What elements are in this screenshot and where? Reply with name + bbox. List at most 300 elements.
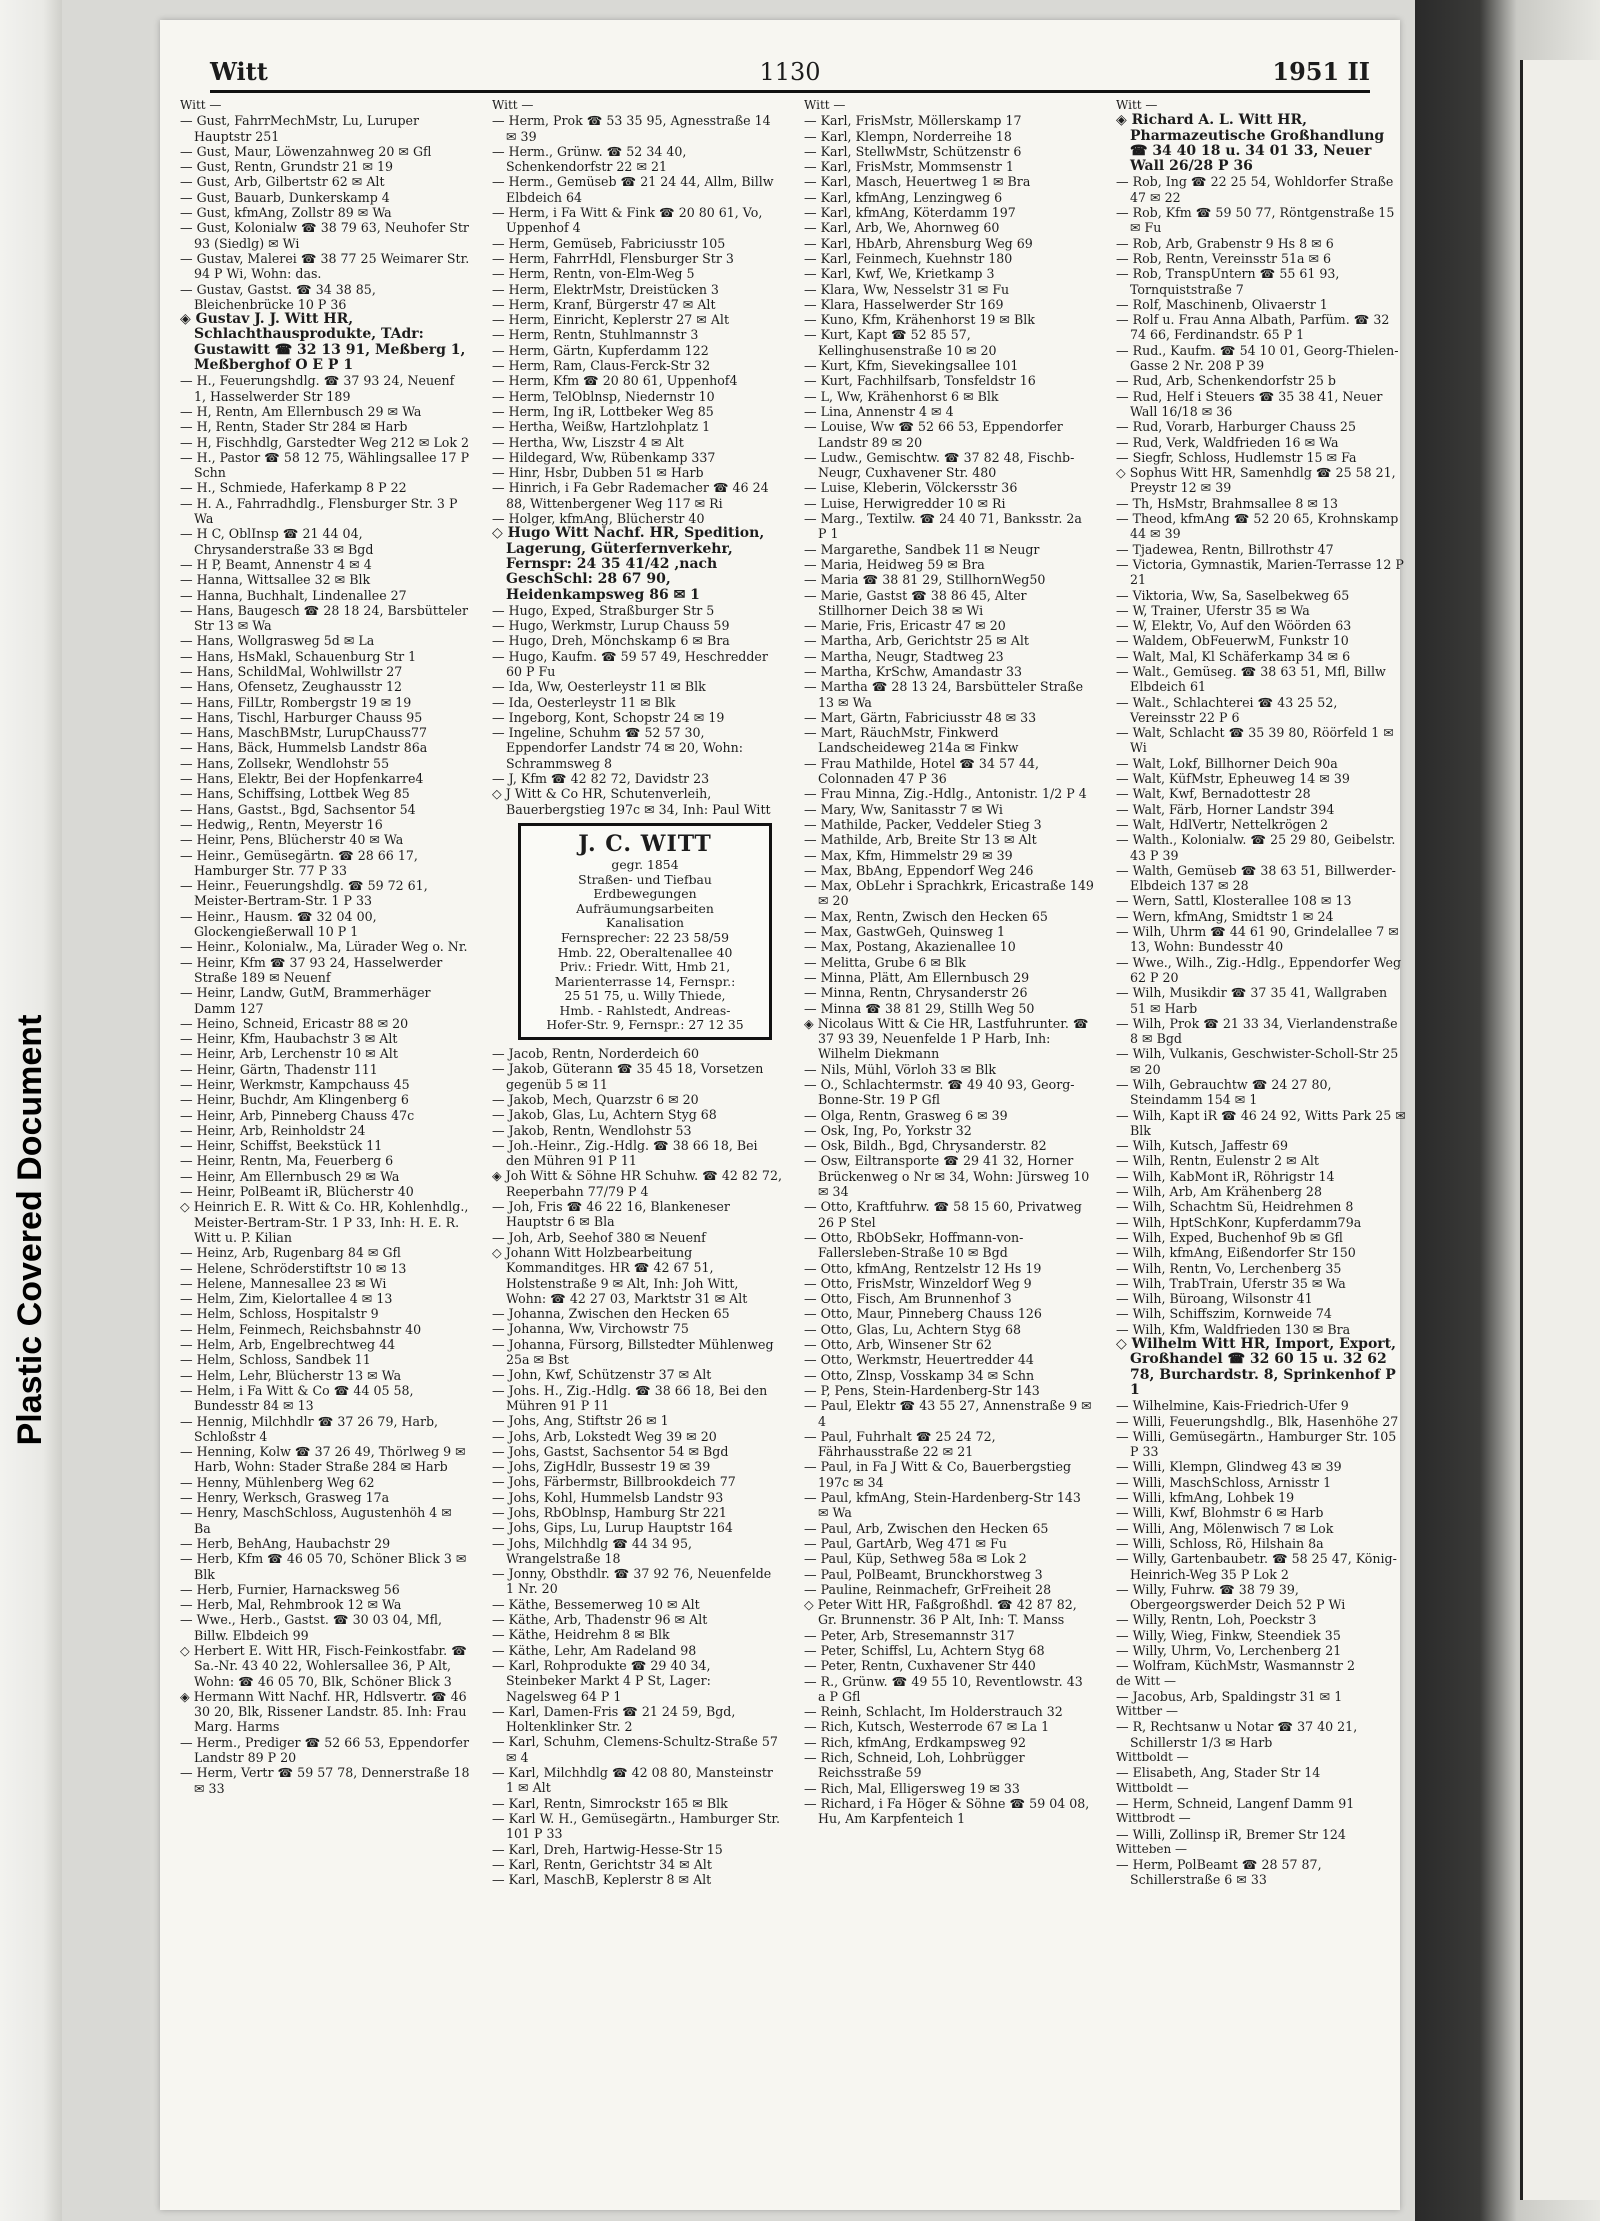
directory-entry: — Johs, Ang, Stiftstr 26 ✉ 1 xyxy=(492,1413,669,1429)
directory-entry: — Rob, Rentn, Vereinsstr 51a ✉ 6 xyxy=(1116,250,1332,266)
directory-entry: — Th, HsMstr, Brahmsallee 8 ✉ 13 xyxy=(1116,495,1338,511)
directory-entry: — Herm, Ing iR, Lottbeker Weg 85 xyxy=(492,403,714,419)
directory-entry: — H., Schmiede, Haferkamp 8 P 22 xyxy=(180,480,407,496)
directory-entry: — Wilh, Schachtm Sü, Heidrehmen 8 xyxy=(1116,1199,1354,1215)
directory-entry: — Heinr., Gemüsegärtn. ☎ 28 66 17, Hamburger Str. 77 P 33 xyxy=(180,847,418,878)
directory-entry: — Hans, SchildMal, Wohlwillstr 27 xyxy=(180,663,403,679)
directory-entry: — Walt., Gemüseg. ☎ 38 63 51, Mfl, Billw Elbdeich 61 xyxy=(1116,663,1386,695)
directory-entry: — Osw, Eiltransporte ☎ 29 41 32, Horner Brückenweg o Nr ✉ 34, Wohn: Jürsweg 10 ✉ 34 xyxy=(804,1153,1090,1200)
directory-entry: — Joh.-Heinr., Zig.-Hdlg. ☎ 38 66 18, Bei den Mühren 91 P 11 xyxy=(492,1137,758,1169)
directory-entry: — Johanna, Zwischen den Hecken 65 xyxy=(492,1306,730,1322)
directory-entry: — Hanna, Wittsallee 32 ✉ Blk xyxy=(180,572,371,588)
directory-entry: — Herm., Grünw. ☎ 52 34 40, Schenkendorfstr 22 ✉ 21 xyxy=(492,143,687,175)
directory-entry: ◈ Gustav J. J. Witt HR, Schlachthausprodukte, TAdr: Gustawitt ☎ 32 13 91, Meßberg 1, Meßberghof O E P 1 xyxy=(180,311,466,374)
directory-entry: — Ingeline, Schuhm ☎ 52 57 30, Eppendorfer Landstr 74 ✉ 20, Wohn: Schrammsweg 8 xyxy=(492,725,744,771)
directory-entry: — Herm, FahrrHdl, Flensburger Str 3 xyxy=(492,250,734,266)
directory-entry: — Jakob, Rentn, Wendlohstr 53 xyxy=(492,1122,692,1138)
surname-heading: Wittboldt — xyxy=(1116,1750,1189,1765)
directory-entry: — H., Feuerungshdlg. ☎ 37 93 24, Neuenf 1, Hasselwerder Str 189 xyxy=(180,373,455,404)
surname-heading: Wittbrodt — xyxy=(1116,1811,1191,1826)
directory-entry: — Mary, Ww, Sanitasstr 7 ✉ Wi xyxy=(804,801,1003,817)
directory-entry: — Otto, FrisMstr, Winzeldorf Weg 9 xyxy=(804,1275,1032,1291)
directory-entry: — Paul, Arb, Zwischen den Hecken 65 xyxy=(804,1520,1049,1536)
directory-entry: — Max, GastwGeh, Quinsweg 1 xyxy=(804,924,1005,940)
column-2 xyxy=(492,98,782,2188)
directory-entry: — Hinr, Hsbr, Dubben 51 ✉ Harb xyxy=(492,465,704,481)
directory-entry: — Johs, Milchhdlg ☎ 44 34 95, Wrangelstraße 18 xyxy=(492,1535,692,1566)
directory-entry: — Hans, Gastst., Bgd, Sachsentor 54 xyxy=(180,801,416,817)
directory-entry: — Otto, Kraftfuhrw. ☎ 58 15 60, Privatweg 26 P Stel xyxy=(804,1199,1082,1230)
directory-entry: — Pauline, Reinmachefr, GrFreiheit 28 xyxy=(804,1581,1052,1597)
directory-entry: ◇ Sophus Witt HR, Samenhdlg ☎ 25 58 21, Preystr 12 ✉ 39 xyxy=(1116,465,1396,496)
directory-entry: — Heinr, Schiffst, Beekstück 11 xyxy=(180,1138,383,1154)
directory-entry: — Theod, kfmAng ☎ 52 20 65, Krohnskamp 44 ✉ 39 xyxy=(1116,511,1399,542)
directory-entry: — Johs, Arb, Lokstedt Weg 39 ✉ 20 xyxy=(492,1428,717,1444)
directory-entry: — Otto, kfmAng, Rentzelstr 12 Hs 19 xyxy=(804,1260,1042,1276)
directory-entry: — Johanna, Fürsorg, Billstedter Mühlenweg 25a ✉ Bst xyxy=(492,1336,774,1368)
ad-line: Straßen- und Tiefbau xyxy=(578,871,712,887)
directory-entry: — Hugo, Dreh, Mönchskamp 6 ✉ Bra xyxy=(492,633,730,649)
page-header xyxy=(210,50,1370,93)
header-year: 1951 II xyxy=(1272,57,1370,86)
directory-entry: — Karl, Rentn, Gerichtstr 34 ✉ Alt xyxy=(492,1856,712,1872)
surname-heading: de Witt — xyxy=(1116,1673,1177,1688)
directory-entry: — Walt, Färb, Horner Landstr 394 xyxy=(1116,801,1335,817)
directory-entry: — Joh, Arb, Seehof 380 ✉ Neuenf xyxy=(492,1229,706,1245)
directory-entry: — Karl, FrisMstr, Möllerskamp 17 xyxy=(804,113,1022,129)
directory-entry: — Wilhelmine, Kais-Friedrich-Ufer 9 xyxy=(1116,1398,1349,1414)
directory-entry: — Karl, HbArb, Ahrensburg Weg 69 xyxy=(804,235,1033,251)
directory-entry: — Rud, Helf i Steuers ☎ 35 38 41, Neuer Wall 16/18 ✉ 36 xyxy=(1116,388,1383,419)
directory-entry: — Wern, Sattl, Klosterallee 108 ✉ 13 xyxy=(1116,893,1352,909)
directory-entry: — Heinr., Hausm. ☎ 32 04 00, Glockengießerwall 10 P 1 xyxy=(180,908,377,940)
directory-entry: — Wilh, Vulkanis, Geschwister-Scholl-Str 25 ✉ 20 xyxy=(1116,1046,1399,1077)
directory-entry: — Maria ☎ 38 81 29, StillhornWeg50 xyxy=(804,572,1046,588)
directory-entry: — Melitta, Grube 6 ✉ Blk xyxy=(804,954,966,970)
directory-entry: — Hinrich, i Fa Gebr Rademacher ☎ 46 24 88, Wittenbergener Weg 117 ✉ Ri xyxy=(492,480,769,511)
directory-entry: — Mathilde, Packer, Veddeler Stieg 3 xyxy=(804,816,1042,832)
directory-entry: — Karl, Damen-Fris ☎ 21 24 59, Bgd, Holtenklinker Str. 2 xyxy=(492,1703,736,1735)
directory-entry: — Hans, Ofensetz, Zeughausstr 12 xyxy=(180,679,402,695)
directory-entry: — Hans, Bäck, Hummelsb Landstr 86a xyxy=(180,740,428,756)
directory-entry: — Karl, kfmAng, Köterdamm 197 xyxy=(804,205,1016,221)
directory-entry: — Heino, Schneid, Ericastr 88 ✉ 20 xyxy=(180,1015,409,1031)
surname-heading: Witteben — xyxy=(1116,1841,1188,1856)
directory-entry: ◈ Hermann Witt Nachf. HR, Hdlsvertr. ☎ 46 30 20, Blk, Rissener Landstr. 85. Inh: Frau Marg. Harms xyxy=(180,1688,467,1735)
directory-entry: — Max, Rentn, Zwisch den Hecken 65 xyxy=(804,908,1048,924)
directory-entry: ◈ Richard A. L. Witt HR, Pharmazeutische Großhandlung ☎ 34 40 18 u. 34 01 33, Neuer Wall 26/28 P 36 xyxy=(1116,112,1385,175)
directory-entry: — Herm, Ram, Claus-Ferck-Str 32 xyxy=(492,358,711,374)
directory-entry: — Hildegard, Ww, Rübenkamp 337 xyxy=(492,449,716,465)
directory-entry: — Wwe., Herb., Gastst. ☎ 30 03 04, Mfl, Billw. Elbdeich 99 xyxy=(180,1612,443,1643)
directory-entry: — Karl, FrisMstr, Mommsenstr 1 xyxy=(804,159,1014,175)
directory-entry: — Peter, Rentn, Cuxhavener Str 440 xyxy=(804,1658,1036,1674)
directory-entry: ◈ Nicolaus Witt & Cie HR, Lastfuhrunter. ☎ 37 93 39, Neuenfelde 1 P Harb, Inh: Wilhelm Diekmann xyxy=(804,1015,1089,1062)
directory-entry: — Rud, Verk, Waldfrieden 16 ✉ Wa xyxy=(1116,434,1339,450)
directory-entry: — Johs. H., Zig.-Hdlg. ☎ 38 66 18, Bei den Mühren 91 P 11 xyxy=(492,1382,768,1413)
directory-entry: — Walt., Schlachterei ☎ 43 25 52, Vereinsstr 22 P 6 xyxy=(1116,694,1338,725)
directory-entry: — Hans, HsMakl, Schauenburg Str 1 xyxy=(180,648,417,664)
directory-entry: — H, Rentn, Am Ellernbusch 29 ✉ Wa xyxy=(180,403,422,419)
directory-entry: — Ludw., Gemischtw. ☎ 37 82 48, Fischb-Neugr, Cuxhavener Str. 480 xyxy=(804,449,1075,481)
directory-entry: — Kurt, Kapt ☎ 52 85 57, Kellinghusenstraße 10 ✉ 20 xyxy=(804,327,997,358)
directory-entry: — Walth, Gemüseb ☎ 38 63 51, Billwerder-Elbdeich 137 ✉ 28 xyxy=(1116,862,1396,894)
directory-entry: — Paul, Fuhrhalt ☎ 25 24 72, Fährhausstraße 22 ✉ 21 xyxy=(804,1428,996,1460)
directory-entry: — Joh, Fris ☎ 46 22 16, Blankeneser Hauptstr 6 ✉ Bla xyxy=(492,1199,730,1230)
ad-line: Marienterrasse 14, Fernspr.: xyxy=(554,973,736,989)
directory-entry: — Karl, Dreh, Hartwig-Hesse-Str 15 xyxy=(492,1841,723,1857)
directory-entry: — Walt, KüfMstr, Epheuweg 14 ✉ 39 xyxy=(1116,771,1350,787)
column-1 xyxy=(180,98,470,2188)
directory-entry: — Karl, Schuhm, Clemens-Schultz-Straße 57 ✉ 4 xyxy=(492,1734,778,1765)
directory-entry: — Heinz, Arb, Rugenbarg 84 ✉ Gfl xyxy=(180,1245,401,1261)
directory-entry: — Willi, Schloss, Rö, Hilshain 8a xyxy=(1116,1535,1324,1551)
directory-entry: — Nils, Mühl, Vörloh 33 ✉ Blk xyxy=(804,1061,997,1077)
surname-heading: Witt — xyxy=(804,98,846,112)
directory-entry: — Mart, Gärtn, Fabriciusstr 48 ✉ 33 xyxy=(804,709,1037,725)
directory-entry: — Siegfr, Schloss, Hudlemstr 15 ✉ Fa xyxy=(1116,449,1357,465)
directory-entry: — Helm, Feinmech, Reichsbahnstr 40 xyxy=(180,1321,422,1337)
directory-entry: — Max, Postang, Akazienallee 10 xyxy=(804,939,1016,955)
directory-entry: — Gust, FahrrMechMstr, Lu, Luruper Hauptstr 251 xyxy=(180,113,420,144)
directory-entry: — Paul, GartArb, Weg 471 ✉ Fu xyxy=(804,1535,1007,1551)
directory-entry: — Jacob, Rentn, Norderdeich 60 xyxy=(492,1046,699,1062)
directory-entry: — Herm, ElektrMstr, Dreistücken 3 xyxy=(492,281,719,297)
directory-entry: — Otto, Maur, Pinneberg Chauss 126 xyxy=(804,1306,1042,1322)
directory-entry: — Martha, Neugr, Stadtweg 23 xyxy=(804,648,1004,664)
ad-line: Kanalisation xyxy=(605,915,685,931)
directory-entry: — Ingeborg, Kont, Schopstr 24 ✉ 19 xyxy=(492,709,725,725)
directory-entry: — Helm, Schloss, Sandbek 11 xyxy=(180,1352,371,1368)
column-4 xyxy=(1116,98,1406,2188)
directory-entry: — J, Kfm ☎ 42 82 72, Davidstr 23 xyxy=(492,771,710,787)
directory-entry: — Rob, Arb, Grabenstr 9 Hs 8 ✉ 6 xyxy=(1116,235,1334,251)
directory-entry: — Rich, kfmAng, Erdkampsweg 92 xyxy=(804,1734,1026,1750)
directory-entry: — Heinr, Arb, Pinneberg Chauss 47c xyxy=(180,1107,415,1123)
directory-entry: — Hertha, Weißw, Hartzlohplatz 1 xyxy=(492,419,711,435)
directory-entry: — Johs, RbOblnsp, Hamburg Str 221 xyxy=(492,1504,727,1520)
directory-entry: — Herb, Kfm ☎ 46 05 70, Schöner Blick 3 ✉ Blk xyxy=(180,1551,467,1582)
directory-entry: — Paul, PolBeamt, Brunckhorstweg 3 xyxy=(804,1566,1043,1582)
directory-entry: — Wilh, Kfm, Waldfrieden 130 ✉ Bra xyxy=(1116,1321,1351,1337)
directory-entry: — Karl, Rentn, Simrockstr 165 ✉ Blk xyxy=(492,1795,728,1811)
directory-entry: — Gust, Arb, Gilbertstr 62 ✉ Alt xyxy=(180,174,385,190)
ad-line: Hmb. 22, Oberaltenallee 40 xyxy=(557,944,733,960)
directory-entry: — R., Grünw. ☎ 49 55 10, Reventlowstr. 43 a P Gfl xyxy=(804,1673,1083,1704)
directory-entry: — Maria, Heidweg 59 ✉ Bra xyxy=(804,556,985,572)
directory-entry: — Helm, Arb, Engelbrechtweg 44 xyxy=(180,1337,396,1353)
directory-entry: — Hedwig,, Rentn, Meyerstr 16 xyxy=(180,816,383,832)
directory-entry: — Wilh, kfmAng, Eißendorfer Str 150 xyxy=(1116,1245,1356,1261)
directory-entry: — Herm, Rentn, von-Elm-Weg 5 xyxy=(492,266,695,282)
side-label: Plastic Covered Document xyxy=(11,1014,49,1446)
directory-entry: — Walt, HdlVertr, Nettelkrögen 2 xyxy=(1116,816,1329,832)
directory-entry: — L, Ww, Krähenhorst 6 ✉ Blk xyxy=(804,388,999,404)
directory-entry: — Otto, Fisch, Am Brunnenhof 3 xyxy=(804,1291,1012,1307)
directory-entry: — Willy, Gartenbaubetr. ☎ 58 25 47, König-Heinrich-Weg 35 P Lok 2 xyxy=(1116,1551,1397,1582)
directory-entry: — Max, BbAng, Eppendorf Weg 246 xyxy=(804,862,1034,878)
directory-entry: — Karl, Masch, Heuertweg 1 ✉ Bra xyxy=(804,174,1031,190)
directory-entry: — Wwe., Wilh., Zig.-Hdlg., Eppendorfer Weg 62 P 20 xyxy=(1116,954,1402,985)
directory-entry: — Heinr, Kfm ☎ 37 93 24, Hasselwerder Straße 189 ✉ Neuenf xyxy=(180,954,443,985)
directory-entry: — Wolfram, KüchMstr, Wasmannstr 2 xyxy=(1116,1658,1355,1674)
directory-entry: — Jonny, Obsthdlr. ☎ 37 92 76, Neuenfelde 1 Nr. 20 xyxy=(492,1566,772,1597)
directory-entry: — Jakob, Glas, Lu, Achtern Styg 68 xyxy=(492,1107,717,1123)
directory-entry: — Walt, Lokf, Billhorner Deich 90a xyxy=(1116,755,1338,771)
surname-heading: Witt — xyxy=(492,98,534,112)
directory-entry: — Willi, Zollinsp iR, Bremer Str 124 xyxy=(1116,1826,1346,1842)
directory-entry: — Paul, in Fa J Witt & Co, Bauerbergstieg 197c ✉ 34 xyxy=(804,1459,1072,1490)
directory-entry: — Hanna, Buchhalt, Lindenallee 27 xyxy=(180,587,407,603)
directory-entry: — Karl, Feinmech, Kuehnstr 180 xyxy=(804,250,1013,266)
directory-entry: — Willi, Feuerungshdlg., Blk, Hasenhöhe 27 xyxy=(1116,1413,1399,1429)
directory-entry: — Gust, kfmAng, Zollstr 89 ✉ Wa xyxy=(180,205,392,221)
directory-entry: — Louise, Ww ☎ 52 66 53, Eppendorfer Landstr 89 ✉ 20 xyxy=(804,419,1063,450)
directory-entry: — Paul, Elektr ☎ 43 55 27, Annenstraße 9 ✉ 4 xyxy=(804,1398,1092,1429)
directory-entry: — Luise, Herwigredder 10 ✉ Ri xyxy=(804,495,1006,511)
directory-entry: — Hans, FilLtr, Rombergstr 19 ✉ 19 xyxy=(180,694,412,710)
directory-entry: — Rich, Mal, Elligersweg 19 ✉ 33 xyxy=(804,1780,1020,1796)
directory-entry: — Mathilde, Arb, Breite Str 13 ✉ Alt xyxy=(804,832,1037,848)
directory-entry: — Heinr, PolBeamt iR, Blücherstr 40 xyxy=(180,1184,414,1200)
directory-entry: — Gust, Maur, Löwenzahnweg 20 ✉ Gfl xyxy=(180,143,432,159)
directory-entry: — Martha, KrSchw, Amandastr 33 xyxy=(804,663,1023,679)
directory-entry: — Karl, Milchhdlg ☎ 42 08 80, Mansteinstr 1 ✉ Alt xyxy=(492,1765,773,1796)
directory-entry: — Wilh, Rentn, Eulenstr 2 ✉ Alt xyxy=(1116,1153,1319,1169)
directory-entry: — Otto, Zlnsp, Vosskamp 34 ✉ Schn xyxy=(804,1367,1035,1383)
directory-entry: — Karl, kfmAng, Lenzingweg 6 xyxy=(804,189,1003,205)
directory-entry: — Margarethe, Sandbek 11 ✉ Neugr xyxy=(804,541,1040,557)
ad-line: Aufräumungsarbeiten xyxy=(576,900,714,916)
directory-entry: — Walt, Mal, Kl Schäferkamp 34 ✉ 6 xyxy=(1116,648,1351,664)
directory-entry: — Johs, ZigHdlr, Bussestr 19 ✉ 39 xyxy=(492,1459,711,1475)
directory-entry: — Willi, Ang, Mölenwisch 7 ✉ Lok xyxy=(1116,1520,1334,1536)
directory-entry: — Herm., Gemüseb ☎ 21 24 44, Allm, Billw Elbdeich 64 xyxy=(492,174,774,205)
directory-entry: — Klara, Hasselwerder Str 169 xyxy=(804,296,1004,312)
directory-entry: — Richard, i Fa Höger & Söhne ☎ 59 04 08, Hu, Am Karpfenteich 1 xyxy=(804,1795,1090,1827)
directory-entry: — Willi, Klempn, Glindweg 43 ✉ 39 xyxy=(1116,1459,1342,1475)
directory-entry: — Frau Minna, Zig.-Hdlg., Antonistr. 1/2 P 4 xyxy=(804,786,1087,802)
directory-entry: — Jakob, Mech, Quarzstr 6 ✉ 20 xyxy=(492,1091,699,1107)
directory-entry: — Rud, Vorarb, Harburger Chauss 25 xyxy=(1116,419,1356,435)
directory-entry: — Heinr, Arb, Lerchenstr 10 ✉ Alt xyxy=(180,1046,398,1062)
directory-entry: — Otto, Arb, Winsener Str 62 xyxy=(804,1337,992,1353)
directory-entry: — Herm, Einricht, Keplerstr 27 ✉ Alt xyxy=(492,312,730,328)
directory-entry: — Wilh, Gebrauchtw ☎ 24 27 80, Steindamm 154 ✉ 1 xyxy=(1116,1077,1332,1108)
directory-entry: — Holger, kfmAng, Blücherstr 40 xyxy=(492,511,705,527)
directory-entry: — Marie, Gastst ☎ 38 86 45, Alter Stillhorner Deich 38 ✉ Wi xyxy=(804,587,1027,618)
directory-entry: — Heinr., Kolonialw., Ma, Lürader Weg o. Nr. xyxy=(180,939,468,955)
directory-entry: — Heinr, Buchdr, Am Klingenberg 6 xyxy=(180,1092,409,1108)
directory-entry: — Wilh, Schiffszim, Kornweide 74 xyxy=(1116,1306,1332,1322)
directory-entry: — Heinr, Am Ellernbusch 29 ✉ Wa xyxy=(180,1168,400,1184)
directory-entry: — Johanna, Ww, Virchowstr 75 xyxy=(492,1321,689,1337)
directory-entry: — Wilh, Büroang, Wilsonstr 41 xyxy=(1116,1291,1313,1307)
directory-entry: — Wilh, Uhrm ☎ 44 61 90, Grindelallee 7 ✉ 13, Wohn: Bundesstr 40 xyxy=(1116,924,1399,955)
directory-entry: — Herm, Kranf, Bürgerstr 47 ✉ Alt xyxy=(492,296,716,312)
directory-entry: ◇ Peter Witt HR, Faßgroßhdl. ☎ 42 87 82, Gr. Brunnenstr. 36 P Alt, Inh: T. Manss xyxy=(804,1597,1077,1628)
directory-entry: — Herb, BehAng, Haubachstr 29 xyxy=(180,1535,391,1551)
ad-line: Erdbewegungen xyxy=(593,886,697,902)
directory-entry: — Gust, Rentn, Grundstr 21 ✉ 19 xyxy=(180,159,394,175)
directory-entry: ◇ Wilhelm Witt HR, Import, Export, Großhandel ☎ 32 60 15 u. 32 62 78, Burchardstr. 8, Sprinkenhof P 1 xyxy=(1116,1336,1396,1398)
directory-entry: — O., Schlachtermstr. ☎ 49 40 93, Georg-Bonne-Str. 19 P Gfl xyxy=(804,1077,1075,1108)
directory-entry: — Henning, Kolw ☎ 37 26 49, Thörlweg 9 ✉ Harb, Wohn: Stader Straße 284 ✉ Harb xyxy=(180,1444,466,1475)
directory-entry: — Olga, Rentn, Grasweg 6 ✉ 39 xyxy=(804,1107,1008,1123)
header-surname: Witt xyxy=(210,57,268,86)
directory-entry: — Walt, Kwf, Bernadottestr 28 xyxy=(1116,786,1311,802)
directory-entry: — Herm, TelOblnsp, Niedernstr 10 xyxy=(492,388,715,404)
directory-entry: — Herm, Gemüseb, Fabriciusstr 105 xyxy=(492,235,726,251)
directory-entry: — Johs, Färbermstr, Billbrookdeich 77 xyxy=(492,1474,736,1490)
directory-entry: — Herm, Rentn, Stuhlmannstr 3 xyxy=(492,327,699,343)
directory-entry: — Herm, Kfm ☎ 20 80 61, Uppenhof4 xyxy=(492,373,738,389)
directory-entry: — Martha, Arb, Gerichtstr 25 ✉ Alt xyxy=(804,633,1029,649)
directory-entry: — H, Rentn, Stader Str 284 ✉ Harb xyxy=(180,419,408,435)
directory-entry: — Herm, Prok ☎ 53 35 95, Agnesstraße 14 ✉ 39 xyxy=(492,113,771,144)
directory-entry: — Henry, Werksch, Grasweg 17a xyxy=(180,1490,390,1506)
directory-entry: — Heinr, Arb, Reinholdstr 24 xyxy=(180,1122,366,1138)
ad-line: 25 51 75, u. Willy Thiede, xyxy=(564,988,726,1004)
directory-entry: — Herm, PolBeamt ☎ 28 57 87, Schillerstraße 6 ✉ 33 xyxy=(1116,1857,1322,1888)
directory-entry: — Helm, Zim, Kielortallee 4 ✉ 13 xyxy=(180,1291,393,1307)
directory-entry: — Johs, Gastst, Sachsentor 54 ✉ Bgd xyxy=(492,1443,729,1459)
directory-entry: — Max, Kfm, Himmelstr 29 ✉ 39 xyxy=(804,847,1013,863)
directory-entry: — Hugo, Werkmstr, Lurup Chauss 59 xyxy=(492,618,730,634)
directory-entry: ◇ J Witt & Co HR, Schutenverleih, Bauerbergstieg 197c ✉ 34, Inh: Paul Witt xyxy=(492,786,771,817)
directory-entry: — Mart, RäuchMstr, Finkwerd Landscheideweg 214a ✉ Finkw xyxy=(804,725,1019,756)
directory-entry: — Victoria, Gymnastik, Marien-Terrasse 12 P 21 xyxy=(1116,556,1404,588)
directory-entry: — Herm, Vertr ☎ 59 57 78, Dennerstraße 18 ✉ 33 xyxy=(180,1765,470,1796)
directory-entry: — Willy, Wieg, Finkw, Steendiek 35 xyxy=(1116,1627,1341,1643)
directory-entry: ◇ Heinrich E. R. Witt & Co. HR, Kohlenhdlg., Meister-Bertram-Str. 1 P 33, Inh: H. E. R. Witt u. P. Kilian xyxy=(180,1199,469,1245)
directory-entry: — Hans, Tischl, Harburger Chauss 95 xyxy=(180,709,423,725)
directory-page xyxy=(160,20,1406,2210)
directory-entry: — Helm, i Fa Witt & Co ☎ 44 05 58, Bundesstr 84 ✉ 13 xyxy=(180,1382,414,1414)
directory-entry: — Martha ☎ 28 13 24, Barsbütteler Straße 13 ✉ Wa xyxy=(804,679,1084,710)
directory-entry: — Käthe, Bessemerweg 10 ✉ Alt xyxy=(492,1596,700,1612)
directory-entry: — Waldem, ObFeuerwM, Funkstr 10 xyxy=(1116,633,1349,649)
directory-entry: — Wilh, Kapt iR ☎ 46 24 92, Witts Park 25 ✉ Blk xyxy=(1116,1107,1406,1138)
directory-entry: — Herm, Schneid, Langenf Damm 91 xyxy=(1116,1795,1355,1811)
directory-entry: — Gust, Kolonialw ☎ 38 79 63, Neuhofer Str 93 (Siedlg) ✉ Wi xyxy=(180,220,469,251)
directory-entry: — Rolf u. Frau Anna Albath, Parfüm. ☎ 32 74 66, Ferdinandstr. 65 P 1 xyxy=(1116,312,1390,343)
directory-entry: — Lina, Annenstr 4 ✉ 4 xyxy=(804,403,954,419)
directory-entry: — Rob, Ing ☎ 22 25 54, Wohldorfer Straße 47 ✉ 22 xyxy=(1116,174,1394,205)
directory-entry: — Willi, MaschSchloss, Arnisstr 1 xyxy=(1116,1474,1332,1490)
adjacent-page-edge xyxy=(1520,60,1600,2200)
directory-entry: — Jacobus, Arb, Spaldingstr 31 ✉ 1 xyxy=(1116,1688,1343,1704)
directory-entry: — Wilh, Musikdir ☎ 37 35 41, Wallgraben 51 ✉ Harb xyxy=(1116,985,1388,1016)
directory-entry: — Heinr., Feuerungshdlg. ☎ 59 72 61, Meister-Bertram-Str. 1 P 33 xyxy=(180,878,428,909)
directory-entry: — H, Fischhdlg, Garstedter Weg 212 ✉ Lok 2 xyxy=(180,434,470,450)
directory-entry: — Henry, MaschSchloss, Augustenhöh 4 ✉ Ba xyxy=(180,1505,452,1536)
directory-entry: — Viktoria, Ww, Sa, Saselbekweg 65 xyxy=(1116,587,1350,603)
directory-entry: — Johs, Gips, Lu, Lurup Hauptstr 164 xyxy=(492,1520,733,1536)
directory-entry: — W, Trainer, Uferstr 35 ✉ Wa xyxy=(1116,602,1310,618)
directory-entry: — Peter, Arb, Stresemannstr 317 xyxy=(804,1627,1015,1643)
directory-entry: ◈ Joh Witt & Söhne HR Schuhw. ☎ 42 82 72, Reeperbahn 77/79 P 4 xyxy=(492,1168,782,1199)
directory-entry: — Wilh, TrabTrain, Uferstr 35 ✉ Wa xyxy=(1116,1275,1346,1291)
surname-heading: Witt — xyxy=(180,98,222,112)
directory-entry: — Gustav, Malerei ☎ 38 77 25 Weimarer Str. 94 P Wi, Wohn: das. xyxy=(180,250,470,282)
directory-entry: — Heinr, Landw, GutM, Brammerhäger Damm 127 xyxy=(180,985,431,1016)
directory-entry: — Klara, Ww, Nesselstr 31 ✉ Fu xyxy=(804,281,1010,297)
directory-entry: — Karl, Klempn, Norderreihe 18 xyxy=(804,128,1012,144)
directory-entry: — Willi, Gemüsegärtn., Hamburger Str. 105 P 33 xyxy=(1116,1428,1397,1460)
surname-heading: Wittber — xyxy=(1116,1704,1178,1719)
directory-entry: — Marie, Fris, Ericastr 47 ✉ 20 xyxy=(804,618,1006,634)
directory-entry: — Gustav, Gastst. ☎ 34 38 85, Bleichenbrücke 10 P 36 xyxy=(180,281,376,312)
directory-entry: — Jakob, Güterann ☎ 35 45 18, Vorsetzen gegenüb 5 ✉ 11 xyxy=(492,1061,764,1092)
directory-entry: — Paul, Küp, Sethweg 58a ✉ Lok 2 xyxy=(804,1551,1027,1567)
page-number: 1130 xyxy=(759,58,821,86)
directory-entry: — R, Rechtsanw u Notar ☎ 37 40 21, Schillerstr 1/3 ✉ Harb xyxy=(1116,1719,1358,1750)
directory-entry: — Peter, Schiffsl, Lu, Achtern Styg 68 xyxy=(804,1642,1045,1658)
directory-entry: — Helm, Schloss, Hospitalstr 9 xyxy=(180,1306,379,1322)
directory-entry: — Herb, Furnier, Harnacksweg 56 xyxy=(180,1581,400,1597)
surname-heading: Wittboldt — xyxy=(1116,1780,1189,1795)
directory-entry: — Henny, Mühlenberg Weg 62 xyxy=(180,1474,375,1490)
advertisement-box xyxy=(518,823,772,1040)
directory-entry: — Hans, Schiffsing, Lottbek Weg 85 xyxy=(180,786,410,802)
directory-entry: — Hans, Baugesch ☎ 28 18 24, Barsbütteler Str 13 ✉ Wa xyxy=(180,602,468,634)
directory-entry: — Karl, Arb, We, Ahornweg 60 xyxy=(804,220,1000,236)
directory-entry: — Willy, Uhrm, Vo, Lerchenberg 21 xyxy=(1116,1642,1342,1658)
directory-entry: — H P, Beamt, Annenstr 4 ✉ 4 xyxy=(180,556,372,572)
directory-entry: — Hans, Elektr, Bei der Hopfenkarre4 xyxy=(180,771,424,787)
directory-entry: — Herm, Gärtn, Kupferdamm 122 xyxy=(492,342,709,358)
directory-entry: — Rich, Kutsch, Westerrode 67 ✉ La 1 xyxy=(804,1719,1050,1735)
directory-entry: — Helene, Mannesallee 23 ✉ Wi xyxy=(180,1275,387,1291)
directory-entry: — Paul, kfmAng, Stein-Hardenberg-Str 143 ✉ Wa xyxy=(804,1490,1081,1521)
directory-entry: — Frau Mathilde, Hotel ☎ 34 57 44, Colonnaden 47 P 36 xyxy=(804,755,1040,787)
directory-entry: — Hertha, Ww, Liszstr 4 ✉ Alt xyxy=(492,434,684,450)
directory-entry: — Rolf, Maschinenb, Olivaerstr 1 xyxy=(1116,296,1328,312)
directory-entry: — Rob, TranspUntern ☎ 55 61 93, Tornquiststraße 7 xyxy=(1116,266,1340,297)
directory-entry: — Hugo, Exped, Straßburger Str 5 xyxy=(492,602,715,618)
directory-entry: — Minna, Plätt, Am Ellernbusch 29 xyxy=(804,969,1030,985)
directory-entry: — Otto, Glas, Lu, Achtern Styg 68 xyxy=(804,1321,1021,1337)
directory-entry: — Luise, Kleberin, Völckersstr 36 xyxy=(804,480,1018,496)
directory-entry: — Tjadewea, Rentn, Billrothstr 47 xyxy=(1116,541,1334,557)
directory-entry: — Marg., Textilw. ☎ 24 40 71, Banksstr. 2a P 1 xyxy=(804,511,1082,542)
directory-entry: — Gust, Bauarb, Dunkerskamp 4 xyxy=(180,189,390,205)
directory-entry: — Karl, Rohprodukte ☎ 29 40 34, Steinbeker Markt 4 P St, Lager: Nagelsweg 64 P 1 xyxy=(492,1657,711,1704)
directory-entry: — Wilh, Arb, Am Krähenberg 28 xyxy=(1116,1184,1322,1200)
directory-entry: — Reinh, Schlacht, Im Holderstrauch 32 xyxy=(804,1704,1063,1720)
directory-entry: — Käthe, Arb, Thadenstr 96 ✉ Alt xyxy=(492,1612,708,1628)
directory-entry: — P, Pens, Stein-Hardenberg-Str 143 xyxy=(804,1382,1040,1398)
directory-entry: — Wilh, Rentn, Vo, Lerchenberg 35 xyxy=(1116,1260,1342,1276)
directory-entry: — Hugo, Kaufm. ☎ 59 57 49, Heschredder 60 P Fu xyxy=(492,648,768,679)
directory-entry: — Heinr, Rentn, Ma, Feuerberg 6 xyxy=(180,1153,394,1169)
directory-entry: — Johs, Kohl, Hummelsb Landstr 93 xyxy=(492,1489,724,1505)
directory-entry: — Helm, Lehr, Blücherstr 13 ✉ Wa xyxy=(180,1367,402,1383)
directory-entry: — Osk, Ing, Po, Yorkstr 32 xyxy=(804,1122,972,1138)
directory-entry: — Herm., Prediger ☎ 52 66 53, Eppendorfer Landstr 89 P 20 xyxy=(180,1734,470,1766)
directory-entry: — Wilh, Exped, Buchenhof 9b ✉ Gfl xyxy=(1116,1229,1343,1245)
directory-entry: — Rud., Kaufm. ☎ 54 10 01, Georg-Thielen-Gasse 2 Nr. 208 P 39 xyxy=(1116,342,1399,374)
directory-entry: — Käthe, Lehr, Am Radeland 98 xyxy=(492,1642,697,1658)
directory-entry: — Käthe, Heidrehm 8 ✉ Blk xyxy=(492,1627,670,1643)
directory-entry: — Heinr, Kfm, Haubachstr 3 ✉ Alt xyxy=(180,1031,398,1047)
directory-entry: — Karl, MaschB, Keplerstr 8 ✉ Alt xyxy=(492,1872,712,1888)
directory-entry: — John, Kwf, Schützenstr 37 ✉ Alt xyxy=(492,1367,712,1383)
directory-entry: — Wilh, KabMont iR, Röhrigstr 14 xyxy=(1116,1168,1335,1184)
directory-entry: — Rud, Arb, Schenkendorfstr 25 b xyxy=(1116,373,1336,389)
directory-entry: — H. A., Fahrradhdlg., Flensburger Str. 3 P Wa xyxy=(180,495,458,527)
